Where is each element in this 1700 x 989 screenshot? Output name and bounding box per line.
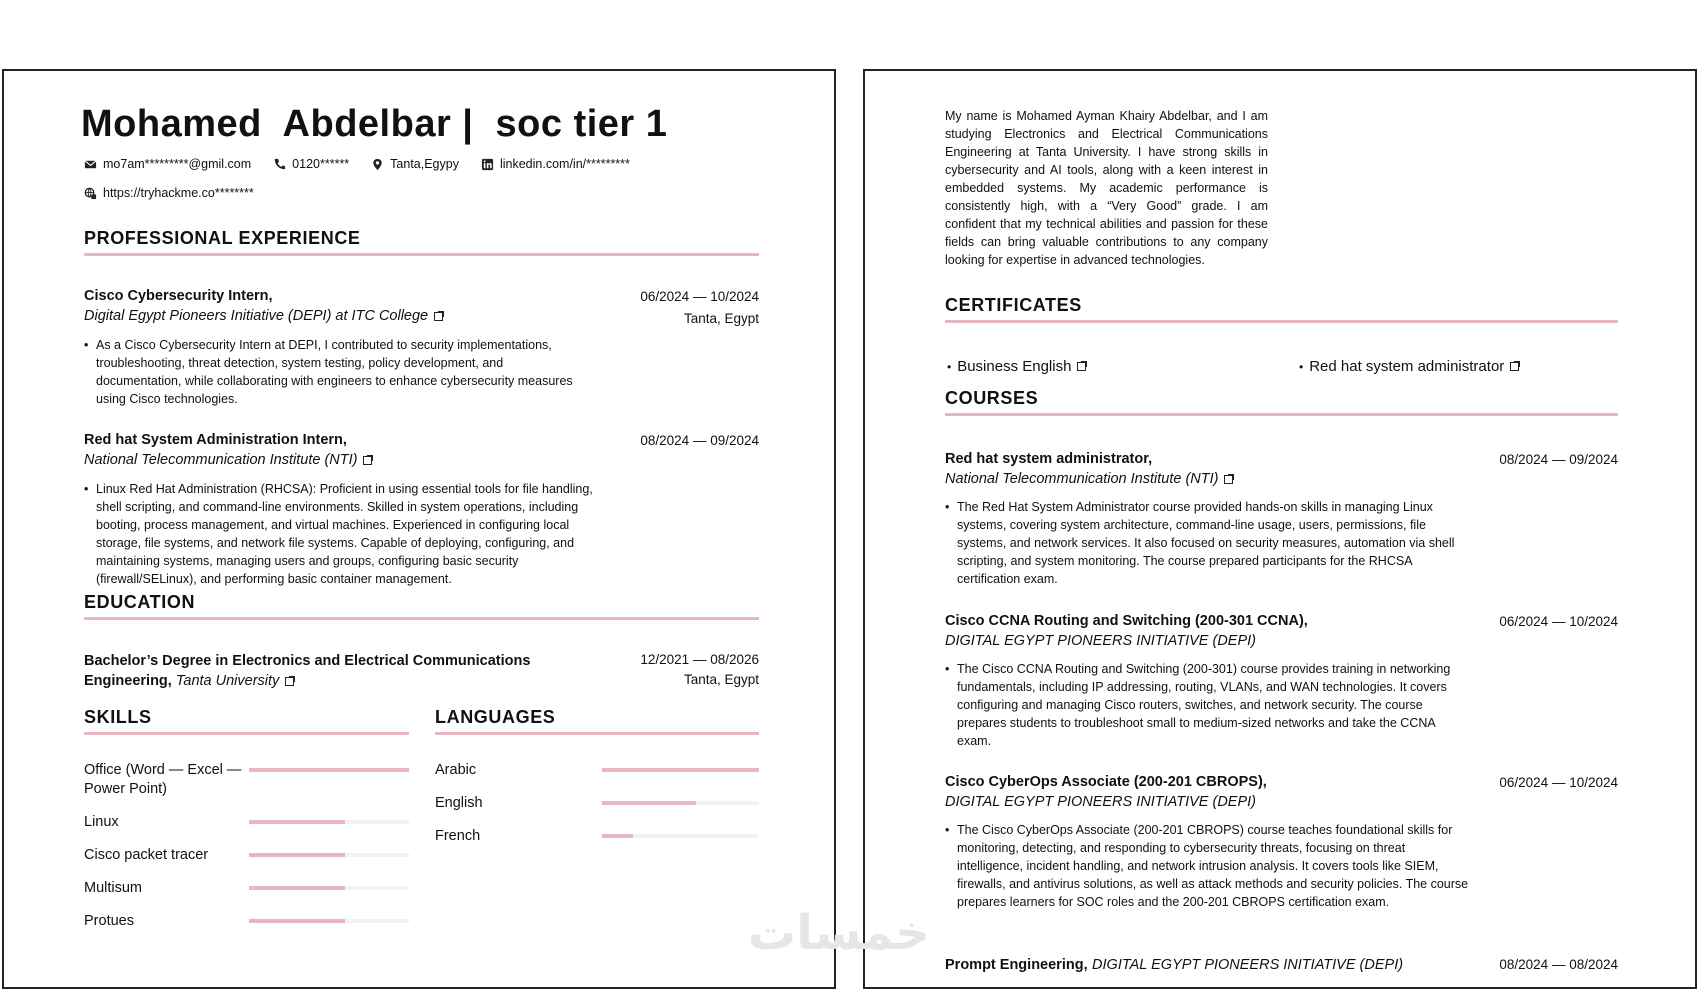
certificate-item[interactable] [1299, 358, 1519, 375]
language-level-bar [602, 768, 759, 772]
course-entry-3 [945, 774, 1618, 911]
skill-level-fill [249, 768, 409, 772]
course-provider[interactable]: National Telecommunication Institute (NTI) [945, 471, 1219, 487]
skill-name: Protues [84, 913, 134, 929]
skills-list [84, 761, 409, 945]
entry-date: 08/2024 — 09/2024 [640, 433, 759, 448]
course-entry-4 [945, 956, 1618, 974]
skill-name: Multisum [84, 880, 143, 896]
course-title: Cisco CCNA Routing and Switching (200-301 CCNA), [945, 613, 1308, 629]
resume-page-2 [863, 69, 1697, 989]
experience-entry-2 [84, 432, 759, 588]
candidate-name: Mohamed Abdelbar | soc tier 1 [81, 103, 668, 145]
education-date: 12/2021 — 08/2026 [640, 652, 759, 667]
education-degree-block [84, 651, 574, 691]
skill-item [84, 813, 409, 846]
skill-item [84, 846, 409, 879]
website-text: https://tryhackme.co******** [103, 186, 254, 200]
envelope-icon [84, 158, 97, 171]
language-level-bar [602, 834, 759, 838]
languages-list [435, 761, 759, 860]
experience-entry-1 [84, 288, 759, 408]
skill-level-fill [249, 919, 345, 923]
course-provider: DIGITAL EGYPT PIONEERS INITIATIVE (DEPI) [945, 794, 1256, 810]
course-date: 08/2024 — 09/2024 [1499, 452, 1618, 467]
course-title: Cisco CyberOps Associate (200-201 CBROPS), [945, 774, 1267, 790]
course-description: • The Red Hat System Administrator course provided hands-on skills in managing Linux systems, covering system architecture, command-line usage, users, permissions, file systems, and network services. It also focused on security measures, automation via shell scripting, and system monitoring. The course prepared participants for the RHCSA certification exam. [945, 498, 1472, 588]
skill-item [84, 912, 409, 945]
language-name: English [435, 795, 483, 811]
external-link-icon[interactable] [363, 456, 372, 465]
linkedin-contact[interactable] [481, 157, 630, 171]
course-provider: DIGITAL EGYPT PIONEERS INITIATIVE (DEPI) [1092, 957, 1404, 973]
entry-title: Cisco Cybersecurity Intern, [84, 288, 273, 304]
entry-location: Tanta, Egypt [683, 311, 759, 326]
course-title: Prompt Engineering, [945, 957, 1088, 973]
location-contact [371, 157, 459, 171]
education-entry [84, 651, 759, 691]
section-title-experience: PROFESSIONAL EXPERIENCE [84, 228, 759, 256]
linkedin-icon [481, 158, 494, 171]
external-link-icon[interactable] [1510, 362, 1519, 371]
course-title: Red hat system administrator, [945, 451, 1153, 467]
language-item [435, 794, 759, 827]
course-provider: DIGITAL EGYPT PIONEERS INITIATIVE (DEPI) [945, 633, 1256, 649]
profile-summary: My name is Mohamed Ayman Khairy Abdelbar, and I am studying Electronics and Electrical Communications Engineering at Tanta University. I have strong skills in cybersecurity and AI tools, along with a keen interest in embedded systems. My academic performance is consistently high, with a “Very Good” grade. I am confident that my technical abilities and passion for these fields can bring valuable contributions to any company looking for expertise in advanced technologies. [945, 109, 1268, 267]
language-level-fill [602, 768, 759, 772]
language-item [435, 827, 759, 860]
course-entry-2 [945, 613, 1618, 750]
entry-organization[interactable]: National Telecommunication Institute (NTI) [84, 452, 358, 468]
email-contact[interactable] [84, 157, 251, 171]
course-description: • The Cisco CCNA Routing and Switching (200-301) course provides training in networking fundamentals, including IP addressing, routing, VLANs, and WAN technologies. It covers configuring and managing Cisco routers, switches, and network security. The course prepares students to troubleshoot small to medium-sized networks and take the CCNA exam. [945, 660, 1472, 750]
skill-name: Linux [84, 814, 119, 830]
entry-organization[interactable]: Digital Egypt Pioneers Initiative (DEPI) at ITC College [84, 308, 429, 324]
linkedin-text: linkedin.com/in/********* [499, 157, 630, 171]
skill-level-fill [249, 853, 345, 857]
language-item [435, 761, 759, 794]
skill-level-bar [249, 768, 409, 772]
language-name: Arabic [435, 762, 477, 778]
external-link-icon[interactable] [434, 312, 443, 321]
skill-name: Cisco packet tracer [84, 847, 209, 863]
watermark-logo: خمسات [748, 905, 930, 961]
certificate-name: • Business English [957, 358, 1072, 375]
email-text: mo7am*********@gmil.com [103, 157, 252, 171]
section-title-certificates: CERTIFICATES [945, 295, 1618, 323]
website-line [84, 186, 254, 200]
course-date: 06/2024 — 10/2024 [1499, 614, 1618, 629]
location-text: Tanta,Egypy [390, 157, 459, 171]
entry-date: 06/2024 — 10/2024 [640, 289, 759, 304]
course-date: 06/2024 — 10/2024 [1499, 775, 1618, 790]
skill-level-fill [249, 886, 345, 890]
skill-level-bar [249, 886, 409, 890]
course-date: 08/2024 — 08/2024 [1499, 957, 1618, 972]
skill-item [84, 879, 409, 912]
external-link-icon[interactable] [1224, 475, 1233, 484]
entry-title: Red hat System Administration Intern, [84, 432, 347, 448]
education-location: Tanta, Egypt [683, 672, 759, 687]
resume-page-1 [2, 69, 836, 989]
skill-level-bar [249, 820, 409, 824]
language-level-fill [602, 801, 696, 805]
skill-name: Office (Word — Excel — Power Point) [84, 762, 242, 797]
language-name: French [435, 828, 481, 844]
location-pin-icon [371, 158, 384, 171]
education-school[interactable]: Tanta University [175, 673, 280, 689]
external-link-icon[interactable] [285, 677, 294, 686]
course-description: • The Cisco CyberOps Associate (200-201 CBROPS) course teaches foundational skills for monitoring, detecting, and responding to cybersecurity threats, focusing on threat intelligence, incident handling, and network intrusion analysis. It covers tools like SIEM, firewalls, and antivirus solutions, as well as attack methods and security policies. The course prepares learners for SOC roles and the 200-201 CBROPS certification exam. [945, 821, 1472, 911]
contact-line [84, 157, 630, 171]
phone-icon [273, 158, 286, 171]
skill-level-bar [249, 919, 409, 923]
globe-link-icon [84, 187, 97, 200]
skill-item [84, 761, 409, 813]
certificate-item[interactable] [947, 358, 1086, 375]
section-title-languages: LANGUAGES [435, 707, 759, 735]
entry-description: • As a Cisco Cybersecurity Intern at DEPI, I contributed to security implementations, troubleshooting, threat detection, system testing, policy development, and documentation, while collaborating with engineers to enhance cybersecurity measures using Cisco technologies. [84, 336, 586, 408]
certificate-name: • Red hat system administrator [1309, 358, 1505, 375]
section-title-skills: SKILLS [84, 707, 409, 735]
language-level-fill [602, 834, 633, 838]
skill-level-fill [249, 820, 345, 824]
section-title-education: EDUCATION [84, 592, 759, 620]
skill-level-bar [249, 853, 409, 857]
phone-contact[interactable] [273, 157, 349, 171]
phone-text: 0120****** [292, 157, 350, 171]
section-title-courses: COURSES [945, 388, 1618, 416]
website-contact[interactable] [84, 186, 254, 200]
entry-description: • Linux Red Hat Administration (RHCSA): Proficient in using essential tools for file handling, shell scripting, and command-line environments. Skilled in system operations, including booting, process management, and virtual machines. Experienced in configuring local storage, file systems, and network file systems. Capable of deploying, configuring, and maintaining systems, managing users and groups, configuring basic security (firewall/SELinux), and performing basic container management. [84, 480, 606, 588]
education-degree: Bachelor’s Degree in Electronics and Electrical Communications Engineering, [84, 653, 531, 689]
language-level-bar [602, 801, 759, 805]
external-link-icon[interactable] [1077, 362, 1086, 371]
course-entry-1 [945, 451, 1618, 588]
